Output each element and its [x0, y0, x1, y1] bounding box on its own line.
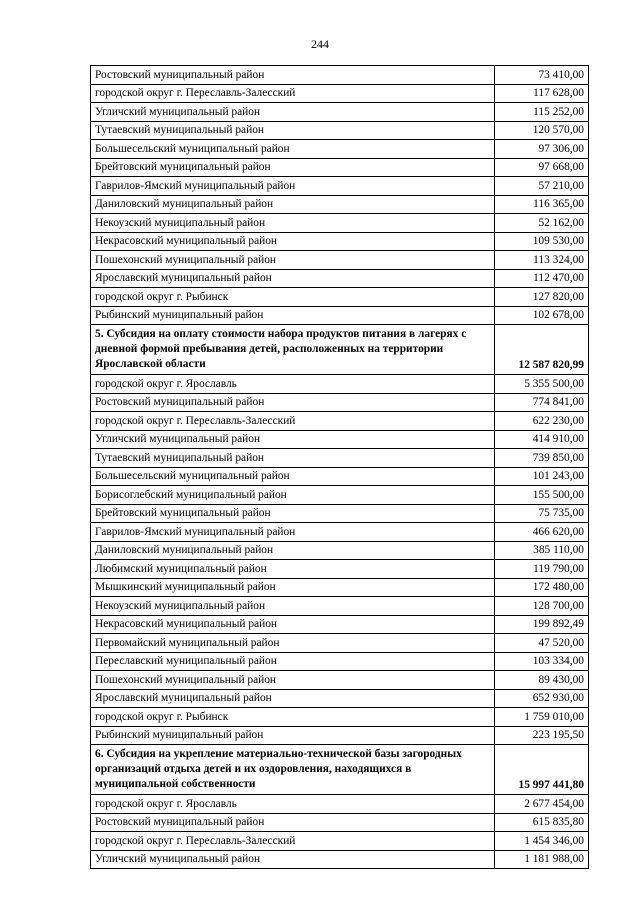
amount: 199 892,49: [495, 615, 589, 634]
recipient-name: Рыбинский муниципальный район: [91, 726, 495, 745]
amount: 52 162,00: [495, 214, 589, 233]
amount: 47 520,00: [495, 634, 589, 653]
table-row: [91, 195, 589, 214]
amount: 466 620,00: [495, 523, 589, 542]
amount: 119 790,00: [495, 560, 589, 579]
table-row: [91, 615, 589, 634]
recipient-name: городской округ г. Ярославль: [91, 375, 495, 394]
amount: 97 668,00: [495, 158, 589, 177]
recipient-name: городской округ г. Переславль-Залесский: [91, 832, 495, 851]
table-row: [91, 504, 589, 523]
amount: 57 210,00: [495, 177, 589, 196]
table-row: [91, 523, 589, 542]
recipient-name: Ярославский муниципальный район: [91, 689, 495, 708]
amount: 1 181 988,00: [495, 850, 589, 869]
recipient-name: Большесельский муниципальный район: [91, 467, 495, 486]
table-row: [91, 813, 589, 832]
amount: 89 430,00: [495, 671, 589, 690]
amount: 2 677 454,00: [495, 795, 589, 814]
section-title: 6. Субсидия на укрепление материально-технической базы загородных организаций отдыха детей и их оздоровления, находящихся в муниципальной собственности: [91, 745, 495, 795]
recipient-name: Переславский муниципальный район: [91, 652, 495, 671]
table-row: [91, 269, 589, 288]
recipient-name: Угличский муниципальный район: [91, 430, 495, 449]
recipient-name: Любимский муниципальный район: [91, 560, 495, 579]
table-row: [91, 850, 589, 869]
section-total: 15 997 441,80: [495, 745, 589, 795]
table-row: [91, 486, 589, 505]
table-row: [91, 832, 589, 851]
recipient-name: Ростовский муниципальный район: [91, 813, 495, 832]
table-row: [91, 597, 589, 616]
amount: 101 243,00: [495, 467, 589, 486]
subsidy-table-body: [91, 66, 589, 869]
table-row: [91, 671, 589, 690]
amount: 1 454 346,00: [495, 832, 589, 851]
recipient-name: Брейтовский муниципальный район: [91, 504, 495, 523]
table-row: [91, 578, 589, 597]
amount: 73 410,00: [495, 66, 589, 85]
table-row: [91, 467, 589, 486]
page-number: 244: [311, 37, 329, 51]
section-total: 12 587 820,99: [495, 325, 589, 375]
table-row: [91, 689, 589, 708]
amount: 113 324,00: [495, 251, 589, 270]
recipient-name: Ярославский муниципальный район: [91, 269, 495, 288]
table-row: [91, 232, 589, 251]
recipient-name: Брейтовский муниципальный район: [91, 158, 495, 177]
recipient-name: Пошехонский муниципальный район: [91, 251, 495, 270]
recipient-name: Угличский муниципальный район: [91, 103, 495, 122]
recipient-name: городской округ г. Переславль-Залесский: [91, 412, 495, 431]
recipient-name: Угличский муниципальный район: [91, 850, 495, 869]
recipient-name: Тутаевский муниципальный район: [91, 121, 495, 140]
table-row: [91, 541, 589, 560]
table-row: [91, 393, 589, 412]
amount: 75 735,00: [495, 504, 589, 523]
recipient-name: Мышкинский муниципальный район: [91, 578, 495, 597]
amount: 172 480,00: [495, 578, 589, 597]
table-row: [91, 795, 589, 814]
amount: 739 850,00: [495, 449, 589, 468]
table-row: [91, 726, 589, 745]
amount: 116 365,00: [495, 195, 589, 214]
section-header-row: [91, 325, 589, 375]
amount: 385 110,00: [495, 541, 589, 560]
table-row: [91, 412, 589, 431]
table-row: [91, 560, 589, 579]
table-row: [91, 306, 589, 325]
recipient-name: Первомайский муниципальный район: [91, 634, 495, 653]
recipient-name: Рыбинский муниципальный район: [91, 306, 495, 325]
recipient-name: Борисоглебский муниципальный район: [91, 486, 495, 505]
table-row: [91, 652, 589, 671]
recipient-name: городской округ г. Переславль-Залесский: [91, 84, 495, 103]
recipient-name: Ростовский муниципальный район: [91, 66, 495, 85]
amount: 155 500,00: [495, 486, 589, 505]
amount: 117 628,00: [495, 84, 589, 103]
section-title: 5. Субсидия на оплату стоимости набора продуктов питания в лагерях с дневной формой пребывания детей, расположенных на территории Ярославской области: [91, 325, 495, 375]
amount: 112 470,00: [495, 269, 589, 288]
table-row: [91, 375, 589, 394]
table-row: [91, 177, 589, 196]
table-row: [91, 430, 589, 449]
amount: 622 230,00: [495, 412, 589, 431]
amount: 120 570,00: [495, 121, 589, 140]
table-row: [91, 251, 589, 270]
amount: 102 678,00: [495, 306, 589, 325]
recipient-name: Тутаевский муниципальный район: [91, 449, 495, 468]
recipient-name: Пошехонский муниципальный район: [91, 671, 495, 690]
amount: 109 530,00: [495, 232, 589, 251]
table-row: [91, 66, 589, 85]
table-row: [91, 708, 589, 727]
table-row: [91, 449, 589, 468]
recipient-name: Ростовский муниципальный район: [91, 393, 495, 412]
recipient-name: Некрасовский муниципальный район: [91, 232, 495, 251]
recipient-name: Даниловский муниципальный район: [91, 195, 495, 214]
amount: 652 930,00: [495, 689, 589, 708]
recipient-name: Некоузский муниципальный район: [91, 597, 495, 616]
section-header-row: [91, 745, 589, 795]
amount: 97 306,00: [495, 140, 589, 159]
amount: 127 820,00: [495, 288, 589, 307]
table-row: [91, 121, 589, 140]
amount: 5 355 500,00: [495, 375, 589, 394]
recipient-name: Большесельский муниципальный район: [91, 140, 495, 159]
table-row: [91, 103, 589, 122]
subsidy-table: [90, 65, 589, 869]
table-row: [91, 634, 589, 653]
amount: 414 910,00: [495, 430, 589, 449]
recipient-name: Гаврилов-Ямский муниципальный район: [91, 523, 495, 542]
table-row: [91, 158, 589, 177]
recipient-name: Даниловский муниципальный район: [91, 541, 495, 560]
table-row: [91, 84, 589, 103]
recipient-name: городской округ г. Рыбинск: [91, 708, 495, 727]
amount: 1 759 010,00: [495, 708, 589, 727]
amount: 115 252,00: [495, 103, 589, 122]
recipient-name: Гаврилов-Ямский муниципальный район: [91, 177, 495, 196]
amount: 615 835,80: [495, 813, 589, 832]
table-row: [91, 140, 589, 159]
amount: 774 841,00: [495, 393, 589, 412]
recipient-name: Некрасовский муниципальный район: [91, 615, 495, 634]
recipient-name: Некоузский муниципальный район: [91, 214, 495, 233]
amount: 103 334,00: [495, 652, 589, 671]
table-row: [91, 214, 589, 233]
recipient-name: городской округ г. Рыбинск: [91, 288, 495, 307]
amount: 223 195,50: [495, 726, 589, 745]
recipient-name: городской округ г. Ярославль: [91, 795, 495, 814]
amount: 128 700,00: [495, 597, 589, 616]
table-row: [91, 288, 589, 307]
